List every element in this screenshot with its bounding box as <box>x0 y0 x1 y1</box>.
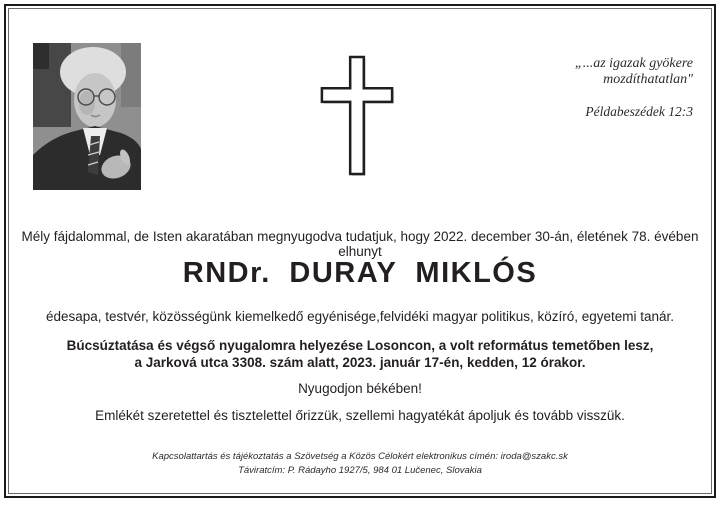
quote-line-2: mozdíthatatlan" <box>603 72 693 87</box>
quote-line-1: „...az igazak gyökere <box>574 56 693 71</box>
portrait-photo <box>33 43 141 190</box>
funeral-line-2: a Jarková utca 3308. szám alatt, 2023. január 17-én, kedden, 12 órakor. <box>134 354 586 370</box>
funeral-line-1: Búcsúztatása és végső nyugalomra helyezése Losoncon, a volt református temetőben lesz, <box>66 338 654 353</box>
announcement-text: Mély fájdalommal, de Isten akaratában megnyugodva tudatjuk, hogy 2022. december 30-án, életének 78. évében elhunyt <box>21 229 699 259</box>
contact-footer <box>0 450 720 477</box>
bible-quote <box>575 56 693 120</box>
latin-cross-icon <box>318 54 396 179</box>
contact-line-2: Táviratcím: P. Rádayho 1927/5, 984 01 Lučenec, Slovakia <box>238 464 482 476</box>
deceased-name: RNDr. DURAY MIKLÓS <box>182 257 538 289</box>
memory-text: Emlékét szeretettel és tisztelettel őrizzük, szellemi hagyatékát ápoljuk és tovább visszük. <box>95 408 625 423</box>
contact-line-1: Kapcsolattartás és tájékoztatás a Szövetség a Közös Célokért elektronikus címén: iroda@szakc.sk <box>152 451 568 462</box>
rip-text: Nyugodjon békében! <box>298 381 422 396</box>
quote-source: Példabeszédek 12:3 <box>585 104 693 119</box>
deceased-description: édesapa, testvér, közösségünk kiemelkedő egyénisége,felvidéki magyar politikus, közíró, egyetemi tanár. <box>45 309 675 324</box>
funeral-details <box>0 338 720 371</box>
